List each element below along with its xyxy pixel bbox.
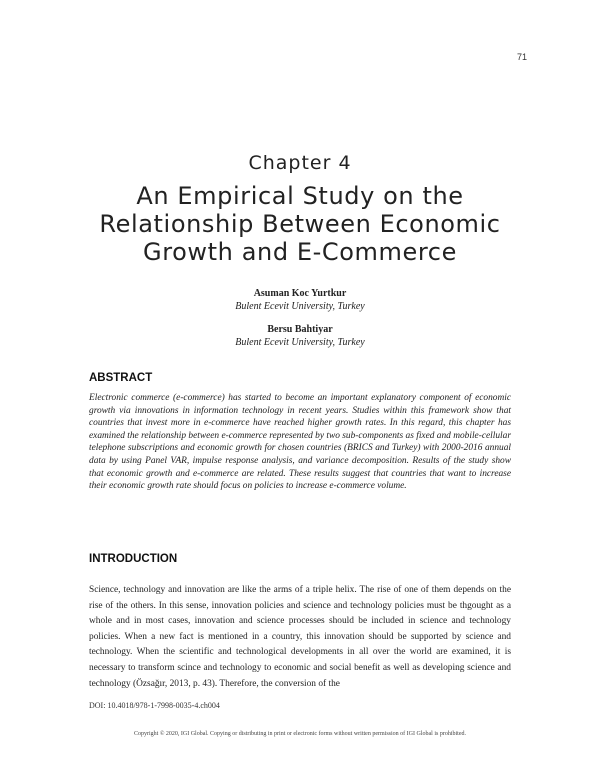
chapter-title: An Empirical Study on the Relationship Between Economic Growth and E-Commerce (99, 182, 501, 266)
copyright-notice: Copyright © 2020, IGI Global. Copying or distributing in print or electronic forms without written permission of IGI Global is prohibited. (133, 731, 466, 737)
author-affiliation-2: Bulent Ecevit University, Turkey (235, 337, 365, 348)
introduction-heading: INTRODUCTION (89, 553, 178, 565)
author-affiliation-1: Bulent Ecevit University, Turkey (235, 301, 365, 312)
page-number: 71 (516, 52, 527, 62)
abstract-heading: ABSTRACT (89, 372, 153, 384)
introduction-text: Science, technology and innovation are like the arms of a triple helix. The rise of one of them depends on the rise of the others. In this sense, innovation policies and science and technology policies must be thgought as a whole and in most cases, innovation and science processes should be included in science and technology policies. When a new fact is mentioned in a country, this innovation should be supported by science and technology. When the scientific and technological developments in all over the world are examined, it is necessary to transform scince and technology to economic and social benefit as well as developing science and technology (Özsağır, 2013, p. 43). Therefore, the conversion of the (89, 585, 511, 689)
abstract-text: Electronic commerce (e-commerce) has started to become an important explanatory component of economic growth via innovations in information technology in recent years. Studies within this framework show that countries that invest more in e-commerce have reached higher growth rates. In this regard, this chapter has examined the relationship between e-commerce represented by two sub-components as fixed and mobile-cellular telephone subscriptions and economic growth for chosen countries (BRICS and Turkey) with 2000-2016 annual data by using Panel VAR, impulse response analysis, and variance decomposition. Results of the study show that economic growth and e-commerce are related. These results suggest that countries that want to increase their economic growth rate should focus on policies to increase e-commerce volume. (89, 393, 511, 492)
chapter-label: Chapter 4 (248, 152, 352, 174)
author-name-2: Bersu Bahtiyar (267, 324, 333, 335)
author-name-1: Asuman Koc Yurtkur (253, 288, 347, 299)
doi-line: DOI: 10.4018/978-1-7998-0035-4.ch004 (89, 701, 220, 710)
